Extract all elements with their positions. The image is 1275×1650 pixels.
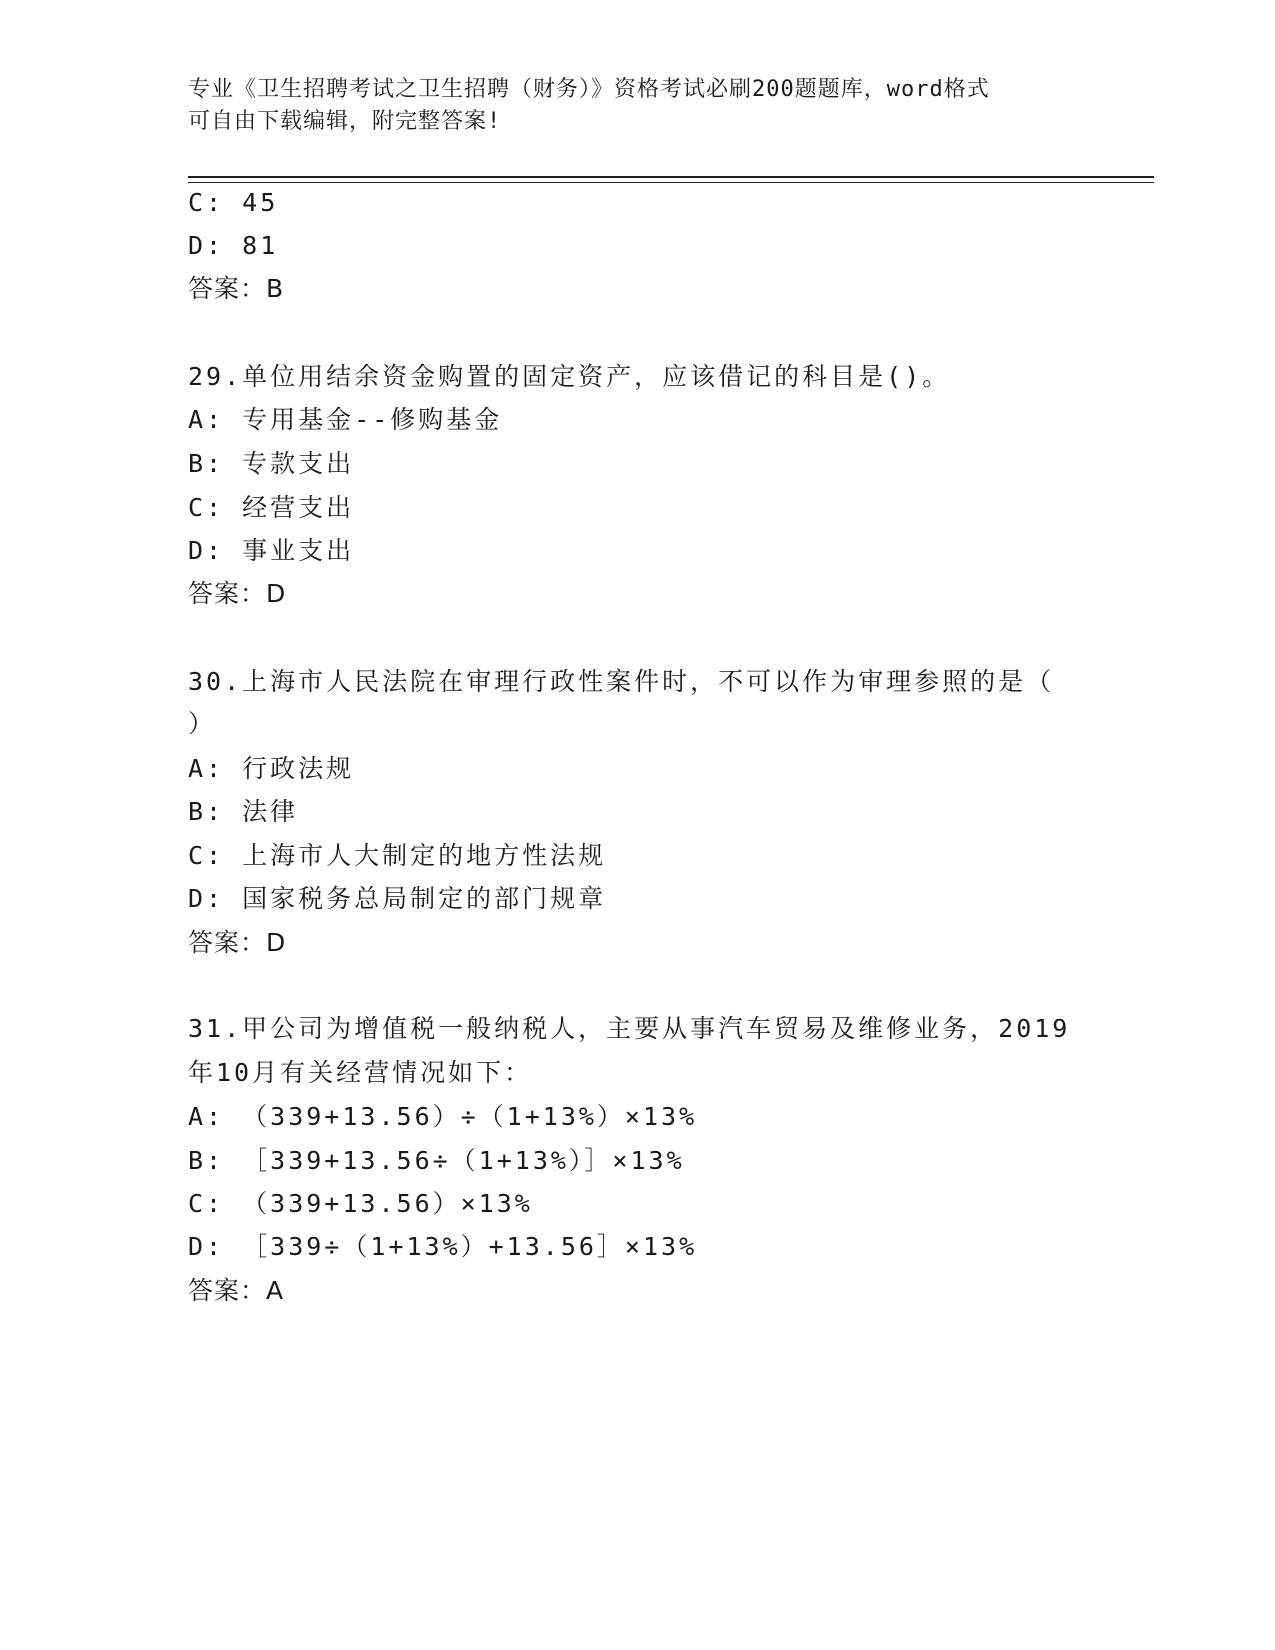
header-title-line-2: 可自由下载编辑，附完整答案!: [188, 109, 502, 134]
option-line: C: 经营支出: [188, 493, 355, 522]
option-line: C: （339+13.56）×13%: [188, 1189, 533, 1218]
option-line: C: 上海市人大制定的地方性法规: [188, 841, 607, 870]
header-rule-thin: [188, 182, 1154, 183]
option-line: D: 国家税务总局制定的部门规章: [188, 884, 607, 913]
option-line: A: （339+13.56）÷（1+13%）×13%: [188, 1102, 698, 1131]
option-line: D: ［339÷（1+13%）+13.56］×13%: [188, 1232, 698, 1261]
question-line: 年10月有关经营情况如下：: [188, 1058, 533, 1087]
answer-line: 答案：A: [188, 1276, 285, 1305]
answer-line: 答案：B: [188, 274, 285, 303]
option-line: D: 事业支出: [188, 536, 355, 565]
question-line: ）: [188, 709, 217, 738]
answer-line: 答案：D: [188, 928, 287, 957]
option-line: A: 专用基金--修购基金: [188, 405, 503, 434]
option-line: B: ［339+13.56÷（1+13%）］×13%: [188, 1146, 685, 1175]
document-header: [188, 74, 1068, 138]
option-line: B: 专款支出: [188, 449, 355, 478]
option-line: D: 81: [188, 231, 279, 260]
option-line: C: 45: [188, 188, 279, 217]
answer-line: 答案：D: [188, 579, 287, 608]
header-title-line-1: 专业《卫生招聘考试之卫生招聘（财务）》资格考试必刷200题题库，word格式: [188, 77, 990, 102]
question-line: 31.甲公司为增值税一般纳税人，主要从事汽车贸易及维修业务，2019: [188, 1014, 1071, 1043]
question-line: 29.单位用结余资金购置的固定资产，应该借记的科目是()。: [188, 362, 951, 391]
option-line: A: 行政法规: [188, 754, 355, 783]
question-line: 30.上海市人民法院在审理行政性案件时，不可以作为审理参照的是（: [188, 667, 1055, 696]
header-rule-thick: [188, 176, 1154, 178]
option-line: B: 法律: [188, 797, 299, 826]
